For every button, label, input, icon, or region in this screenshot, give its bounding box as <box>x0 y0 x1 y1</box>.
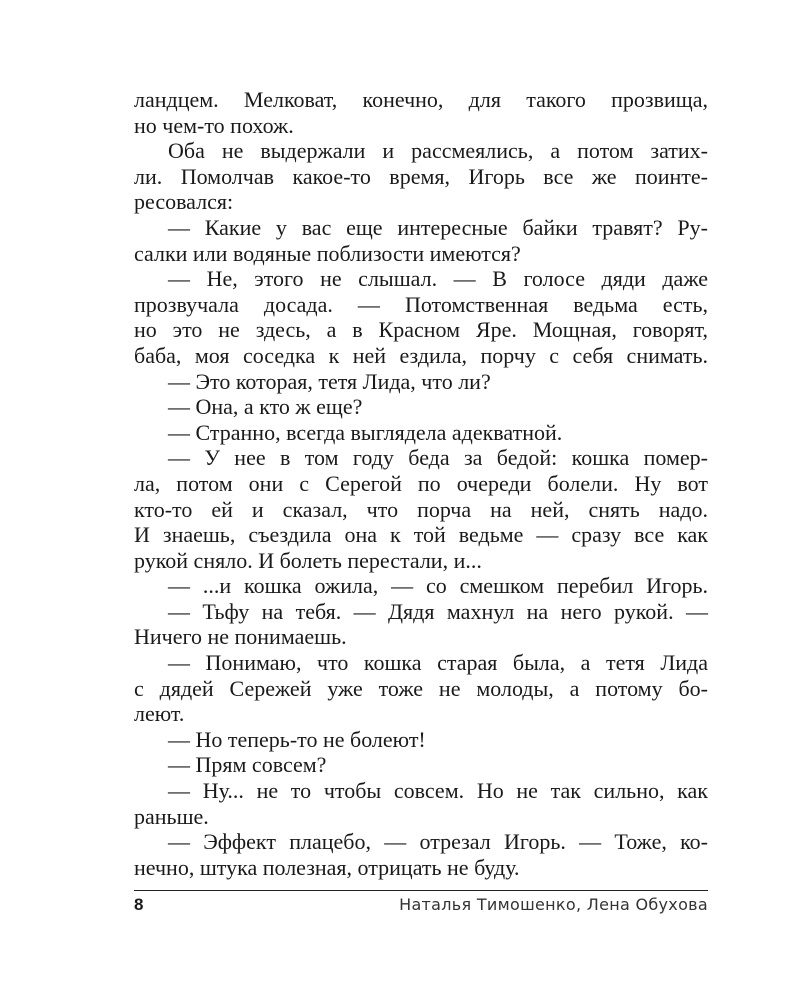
text-line: ла, потом они с Серегой по очереди болели. Ну вот <box>134 470 708 496</box>
text-line: раньше. <box>134 803 209 829</box>
text-line: но чем-то похож. <box>134 112 294 138</box>
text-line: — Тьфу на тебя. — Дядя махнул на него рукой. — <box>168 598 708 624</box>
text-line: — Странно, всегда выглядела адекватной. <box>168 419 563 445</box>
text-line: — Но теперь-то не болеют! <box>168 726 426 752</box>
text-line: — ...и кошка ожила, — со смешком перебил Игорь. <box>168 573 708 599</box>
text-line: — Какие у вас еще интересные байки травят? Ру- <box>168 214 708 240</box>
text-line: ландцем. Мелковат, конечно, для такого прозвища, <box>134 87 708 112</box>
text-line: рукой сняло. И болеть перестали, и... <box>134 547 482 573</box>
text-line: — Ну... не то чтобы совсем. Но не так сильно, как <box>168 778 708 804</box>
text-line: — Эффект плацебо, — отрезал Игорь. — Тоже, ко- <box>168 829 708 855</box>
text-line: кто-то ей и сказал, что порча на ней, снять надо. <box>134 496 708 522</box>
text-line: прозвучала досада. — Потомственная ведьма есть, <box>134 291 708 317</box>
text-line: но это не здесь, а в Красном Яре. Мощная, говорят, <box>134 317 708 343</box>
text-line: — Не, этого не слышал. — В голосе дяди даже <box>168 266 708 292</box>
text-line: нечно, штука полезная, отрицать не буду. <box>134 854 520 880</box>
text-line: леют. <box>134 701 185 727</box>
text-line: с дядей Сережей уже тоже не молоды, а потому бо- <box>134 675 708 701</box>
text-line: баба, моя соседка к ней ездила, порчу с себя снимать. <box>134 342 708 368</box>
text-line: салки или водяные поблизости имеются? <box>134 240 521 266</box>
body-text <box>134 87 708 880</box>
text-line: Ничего не понимаешь. <box>134 624 347 650</box>
text-line: — Понимаю, что кошка старая была, а тетя Лида <box>168 650 708 676</box>
text-line: — У нее в том году беда за бедой: кошка помер- <box>168 445 708 471</box>
text-line: И знаешь, съездила она к той ведьме — сразу все как <box>134 522 708 548</box>
text-line: ресовался: <box>134 189 234 215</box>
text-line: Оба не выдержали и рассмеялись, а потом затих- <box>168 138 708 164</box>
footer-divider <box>134 890 708 891</box>
page-number: 8 <box>134 895 144 914</box>
running-title: Наталья Тимошенко, Лена Обухова <box>399 895 708 914</box>
text-line: — Прям совсем? <box>168 752 327 778</box>
text-line: — Она, а кто ж еще? <box>168 394 363 420</box>
text-line: ли. Помолчав какое-то время, Игорь все же поинте- <box>134 163 708 189</box>
text-line: — Это которая, тетя Лида, что ли? <box>168 368 491 394</box>
